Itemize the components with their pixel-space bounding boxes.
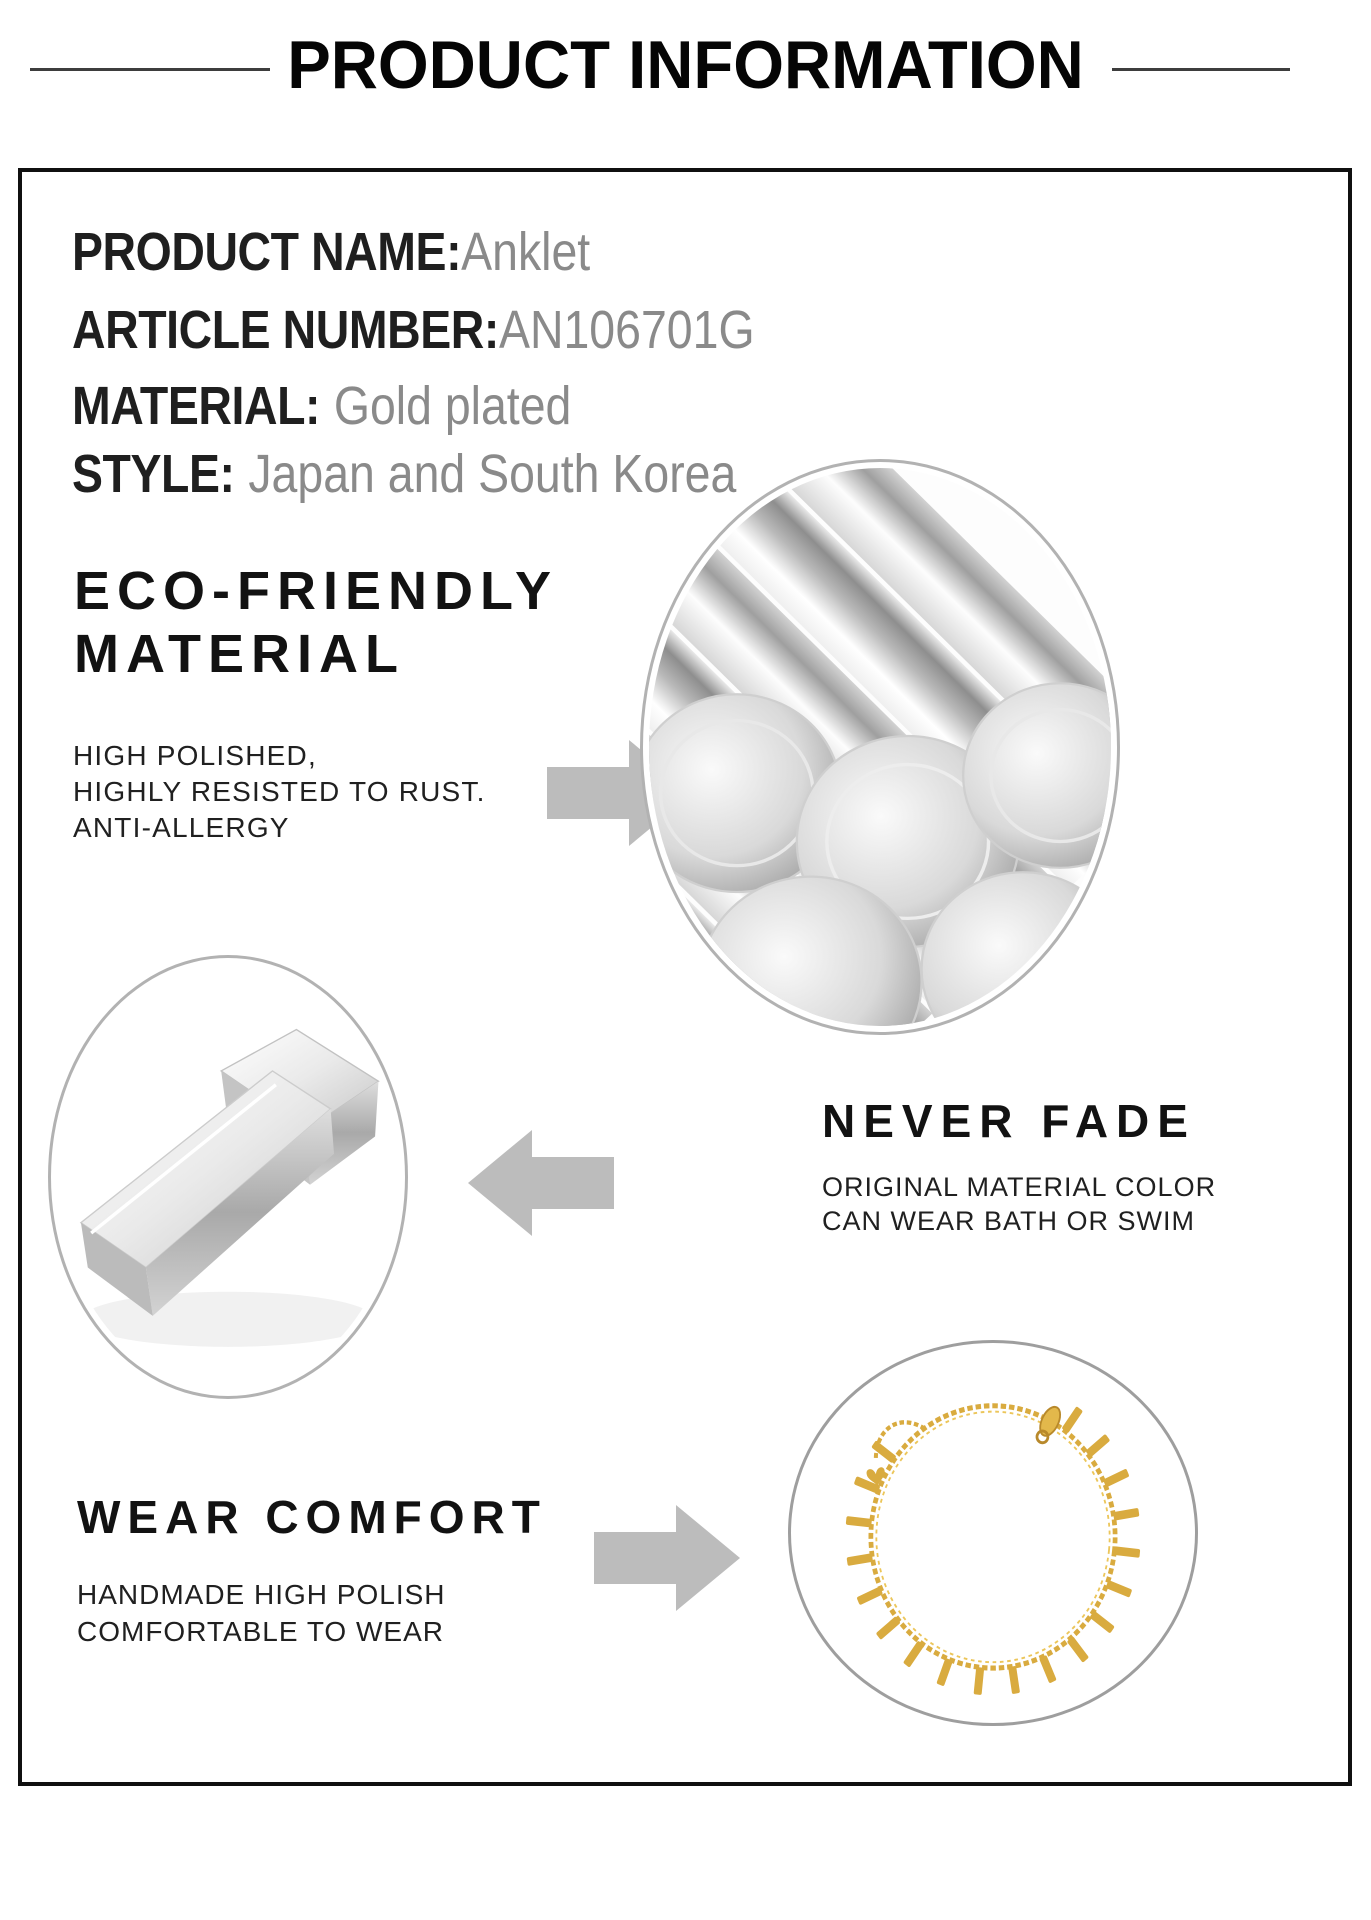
fade-text-line: CAN WEAR BATH OR SWIM: [822, 1206, 1196, 1236]
spec-article-number: [72, 300, 755, 360]
spec-label: MATERIAL:: [72, 376, 321, 436]
title-right-rule: [1112, 68, 1290, 71]
spec-material: [72, 376, 571, 436]
fade-text-line: ORIGINAL MATERIAL COLOR: [822, 1172, 1217, 1202]
eco-text-line: HIGH POLISHED,: [73, 740, 317, 771]
silver-ingots-photo: [48, 955, 408, 1399]
wear-comfort-heading: WEAR COMFORT: [77, 1491, 547, 1543]
spec-label: STYLE:: [72, 444, 235, 504]
spec-value: Gold plated: [333, 376, 572, 436]
arrow-right-icon: [594, 1505, 740, 1611]
comfort-text-line: HANDMADE HIGH POLISH: [77, 1579, 446, 1610]
comfort-text-line: COMFORTABLE TO WEAR: [77, 1616, 444, 1647]
eco-heading-line2: MATERIAL: [74, 624, 405, 684]
spec-value: Japan and South Korea: [248, 444, 737, 504]
never-fade-text: [822, 1170, 1216, 1238]
eco-heading-line1: ECO-FRIENDLY: [74, 561, 559, 621]
steel-rods-photo: [640, 459, 1120, 1035]
eco-text-line: ANTI-ALLERGY: [73, 812, 290, 843]
spec-label: ARTICLE NUMBER:: [72, 300, 499, 360]
spec-label: PRODUCT NAME:: [72, 222, 462, 282]
eco-friendly-text: [73, 738, 486, 846]
spec-style: [72, 444, 736, 504]
eco-friendly-heading: [74, 560, 558, 686]
arrow-left-icon: [468, 1130, 614, 1236]
spec-value: AN106701G: [498, 300, 755, 360]
eco-text-line: HIGHLY RESISTED TO RUST.: [73, 776, 486, 807]
wear-comfort-text: [77, 1576, 446, 1650]
spec-value: Anklet: [461, 222, 591, 282]
spec-product-name: [72, 222, 590, 282]
gold-anklet-photo: [788, 1340, 1198, 1726]
never-fade-heading: NEVER FADE: [822, 1095, 1196, 1147]
page-title: PRODUCT INFORMATION: [287, 27, 1084, 103]
